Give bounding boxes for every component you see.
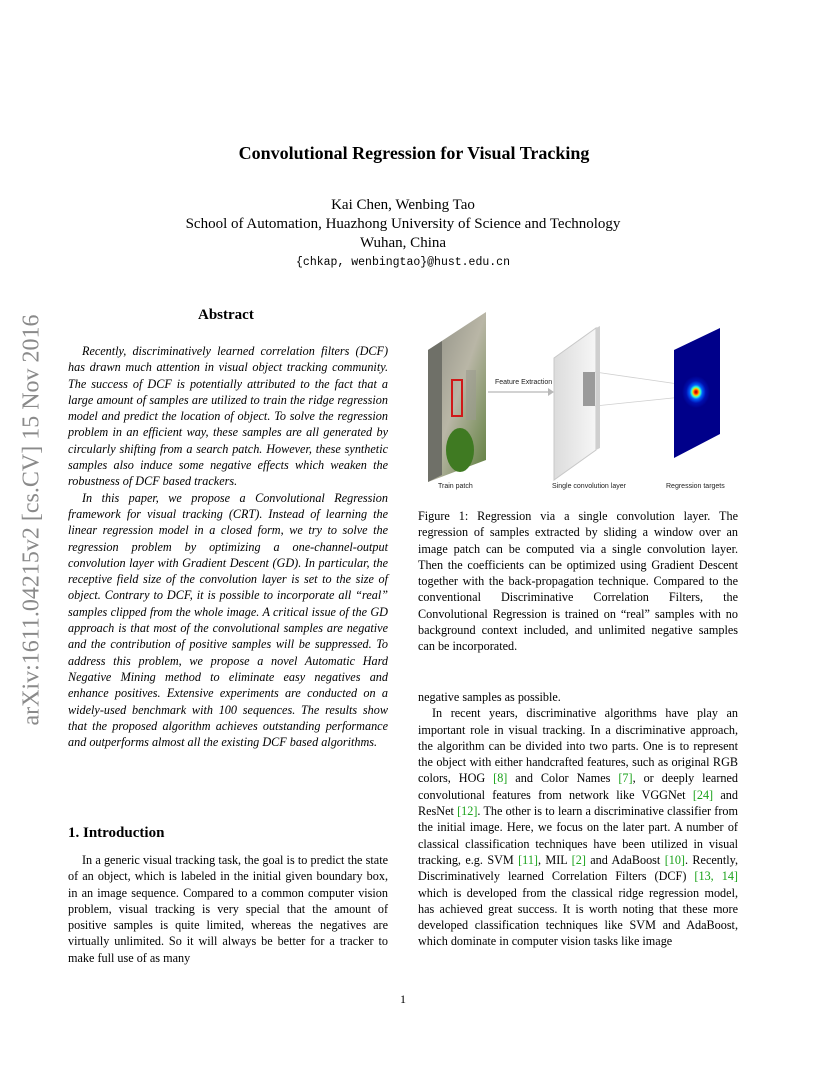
intro-paragraph-1: In a generic visual tracking task, the goal is to predict the state of an object, which is labeled in the initial given boundary box, in an image sequence. Compared to a common computer vision problem, visual tracking is very special that the amount of positive samples is quite limited, whereas the negatives are virtually unlimited. So it will always be better for a tracker to make full use of as many <box>68 853 388 965</box>
train-patch-image <box>428 312 486 482</box>
label-train-patch: Train patch <box>438 483 473 490</box>
intro-heading: 1. Introduction <box>68 825 165 841</box>
figure-1-caption: Figure 1: Regression via a single convolution layer. The regression of samples extracted by sliding a window over an image patch can be computed via a single convolution layer. Then the coefficients can be optimized using Gradient Descent together with the back-propagation technique. Compared to the conventional Discriminative Correlation Filters, the Convolutional Regression is trained on “real” samples with no background context included, and unlimited negative samples can be incorporated. <box>418 509 738 654</box>
label-conv-layer: Single convolution layer <box>552 483 626 490</box>
regression-targets-heatmap <box>674 328 720 458</box>
email: {chkap, wenbingtao}@hust.edu.cn <box>296 256 510 269</box>
citation-13-14[interactable]: [13, 14] <box>694 869 738 884</box>
figure-1-graphic <box>420 310 742 494</box>
label-regression-targets: Regression targets <box>666 483 725 490</box>
abstract-body <box>68 343 388 750</box>
arxiv-sidebar <box>12 275 52 765</box>
abstract-paragraph-2: In this paper, we propose a Convolutional Regression framework for visual tracking (CRT). Instead of learning the linear regression model in a closed form, we try to solve the regression problem by optimizing a one-channel-output convolution layer with Gradient Descent (GD). In particular, the receptive field size of the convolution layer is set to the size of object. Contrary to DCF, it is possible to incorporate all “real” samples clipped from the whole image. A critical issue of the GD approach is that most of the convolutional samples are negative and the contribution of positive samples will be suppressed. To address this problem, we propose a novel Automatic Hard Negative Mining method to eliminate easy negatives and enhance positives. Extensive experiments are conducted on a widely-used benchmark with 100 sequences. The results show that the proposed algorithm achieves outstanding performance and outperforms almost all the existing DCF based algorithms. <box>68 490 388 750</box>
paper-title: Convolutional Regression for Visual Tracking <box>238 143 590 163</box>
citation-24[interactable]: [24] <box>692 787 714 802</box>
citation-8[interactable]: [8] <box>493 771 508 786</box>
page-number: 1 <box>400 992 406 1006</box>
authors: Kai Chen, Wenbing Tao <box>331 197 475 213</box>
label-feature-extraction: Feature Extraction <box>495 379 553 386</box>
abstract-paragraph-1: Recently, discriminatively learned correlation filters (DCF) has drawn much attention in visual object tracking community. The success of DCF is potentially attributed to the fact that a large amount of samples are utilized to train the ridge regression model and predict the location of object. To solve the regression problem in an efficient way, these samples are all generated by circularly shifting from a search patch. However, these synthetic samples also induce some negative effects which weaken the robustness of DCF based trackers. <box>68 344 388 489</box>
citation-10[interactable]: [10] <box>664 852 685 867</box>
citation-11[interactable]: [11] <box>518 852 538 867</box>
arxiv-id: arXiv:1611.04215v2 [cs.CV] 15 Nov 2016 <box>18 314 45 726</box>
citation-7[interactable]: [7] <box>618 771 633 786</box>
author-block <box>0 196 806 253</box>
abstract-heading: Abstract <box>198 307 254 323</box>
right-column-body <box>418 689 738 950</box>
convolution-layer-panel <box>554 326 692 480</box>
intro-body <box>68 852 388 966</box>
citation-12[interactable]: [12] <box>457 804 478 819</box>
affiliation: School of Automation, Huazhong University of Science and Technology <box>185 216 621 232</box>
intro-paragraph-2: In recent years, discriminative algorithms have play an important role in visual tracking. In a discriminative approach, the algorithm can be divided into two parts. One is to represent the object with either handcrafted features, such as original RGB colors, HOG [8] and Color Names [7], or deeply learned convolutional features from network like VGGNet [24] and ResNet [12]. The other is to learn a discriminative classifier from the initial image. Here, we focus on the later part. A number of classical classification techniques have been utilized in visual tracking, e.g. SVM [11], MIL [2] and AdaBoost [10]. Recently, Discriminatively learned Correlation Filters (DCF) [13, 14] which is developed from the classical ridge regression model, has achieved great success. It is worth noting that these more developed classification techniques like SVM and AdaBoost, which dominate in computer vision tasks like image <box>418 706 738 949</box>
intro-continuation: negative samples as possible. <box>418 690 561 704</box>
figure-1 <box>420 310 742 494</box>
citation-2[interactable]: [2] <box>571 852 586 867</box>
location: Wuhan, China <box>359 235 447 251</box>
figure-1-caption-block <box>418 508 738 655</box>
